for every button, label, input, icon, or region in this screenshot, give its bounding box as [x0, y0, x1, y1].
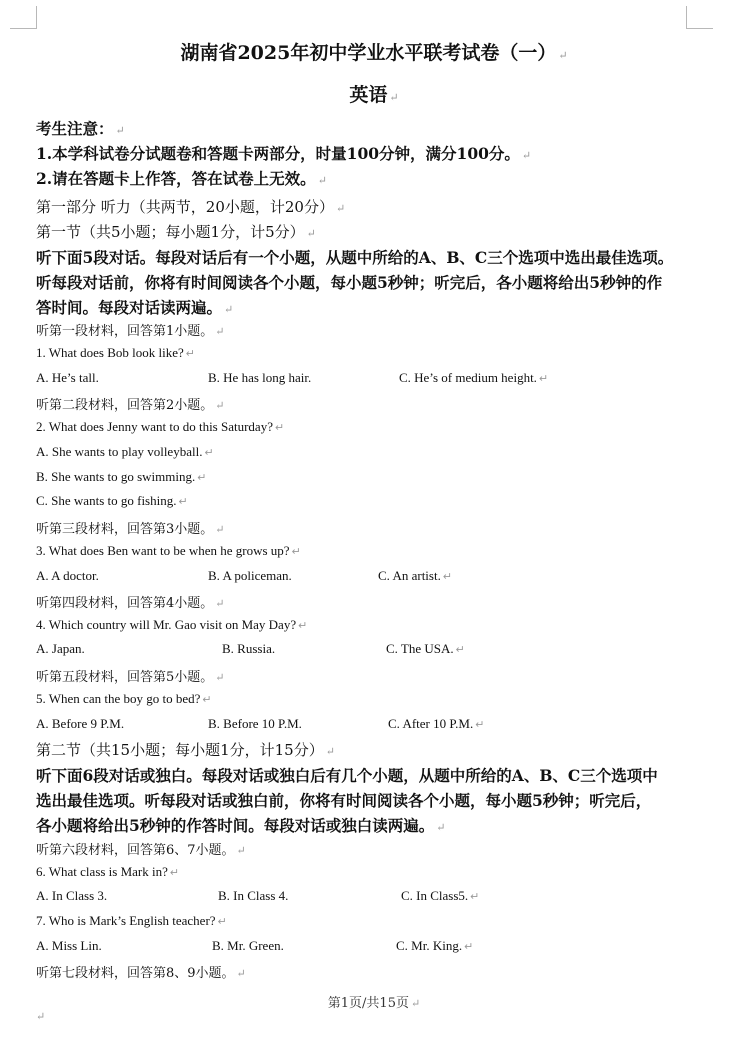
question-1-option-c: C. He’s of medium height. ↵: [399, 370, 549, 385]
question-3-option-b: B. A policeman.: [208, 568, 292, 583]
section1-instruction-line-2: 听每段对话前，你将有时间阅读各个小题，每小题5秒钟；听完后，各小题将给出5秒钟的作: [36, 273, 663, 292]
question-5-option-a: A. Before 9 P.M.: [36, 716, 125, 731]
notice-item-1: 1.本学科试卷分试题卷和答题卡两部分，时量100分钟，满分100分。 ↵: [36, 144, 532, 163]
question-4-option-a: A. Japan.: [36, 641, 85, 656]
question-1-option-b: B. He has long hair.: [208, 370, 312, 385]
question-3: 3. What does Ben want to be when he grows up? ↵: [36, 543, 301, 558]
question-6-option-c: C. In Class5. ↵: [401, 888, 480, 903]
question-4: 4. Which country will Mr. Gao visit on May Day? ↵: [36, 617, 308, 632]
question-6-option-b: B. In Class 4.: [218, 888, 289, 903]
section1-instruction-line-3: 答时间。每段对话读两遍。 ↵: [36, 298, 234, 317]
section2-instruction-line-1: 听下面6段对话或独白。每段对话或独白后有几个小题，从题中所给的A、B、C三个选项中: [36, 766, 658, 785]
question-2-option-c: C. She wants to go fishing. ↵: [36, 493, 188, 508]
question-7: 7. Who is Mark’s English teacher? ↵: [36, 913, 227, 928]
page-corner-mark-top-left: [10, 6, 37, 29]
section1-instruction-line-1: 听下面5段对话。每段对话后有一个小题，从题中所给的A、B、C三个选项中选出最佳选项。: [36, 248, 674, 267]
page-footer: 第1页/共15页 ↵: [327, 996, 421, 1011]
subject-title: 英语 ↵: [349, 84, 399, 106]
material-2-note: 听第二段材料，回答第2小题。 ↵: [36, 398, 225, 413]
question-2-option-b: B. She wants to go swimming. ↵: [36, 469, 207, 484]
material-6-note: 听第六段材料，回答第6、7小题。 ↵: [36, 843, 246, 858]
question-4-option-b: B. Russia.: [222, 641, 276, 656]
question-7-option-a: A. Miss Lin.: [36, 938, 102, 953]
question-5-option-b: B. Before 10 P.M.: [208, 716, 302, 731]
paragraph-mark: ↵: [36, 1010, 46, 1023]
notice-heading: 考生注意： ↵: [36, 119, 125, 138]
part1-title: 第一部分 听力（共两节，20小题，计20分） ↵: [36, 198, 346, 216]
question-3-option-c: C. An artist. ↵: [378, 568, 453, 583]
notice-item-2: 2.请在答题卡上作答，答在试卷上无效。 ↵: [36, 169, 327, 188]
section2-title: 第二节（共15小题；每小题1分，计15分） ↵: [36, 741, 335, 759]
question-1: 1. What does Bob look like? ↵: [36, 345, 196, 360]
question-6: 6. What class is Mark in? ↵: [36, 864, 180, 879]
question-2-option-a: A. She wants to play volleyball. ↵: [36, 444, 214, 459]
material-1-note: 听第一段材料，回答第1小题。 ↵: [36, 324, 225, 339]
material-5-note: 听第五段材料，回答第5小题。 ↵: [36, 670, 225, 685]
section1-title: 第一节（共5小题；每小题1分，计5分） ↵: [36, 223, 316, 241]
material-7-note: 听第七段材料，回答第8、9小题。 ↵: [36, 966, 246, 981]
question-2: 2. What does Jenny want to do this Saturday? ↵: [36, 419, 285, 434]
question-6-option-a: A. In Class 3.: [36, 888, 108, 903]
section2-instruction-line-2: 选出最佳选项。听每段对话或独白前，你将有时间阅读各个小题，每小题5秒钟；听完后，: [36, 791, 652, 810]
question-5: 5. When can the boy go to bed? ↵: [36, 691, 212, 706]
question-4-option-c: C. The USA. ↵: [386, 641, 465, 656]
section2-instruction-line-3: 各小题将给出5秒钟的作答时间。每段对话或独白读两遍。 ↵: [36, 816, 446, 835]
material-4-note: 听第四段材料，回答第4小题。 ↵: [36, 596, 225, 611]
question-7-option-b: B. Mr. Green.: [212, 938, 284, 953]
material-3-note: 听第三段材料，回答第3小题。 ↵: [36, 522, 225, 537]
page-corner-mark-top-right: [686, 6, 713, 29]
question-7-option-c: C. Mr. King. ↵: [396, 938, 474, 953]
exam-title: 湖南省2025年初中学业水平联考试卷（一） ↵: [180, 42, 568, 64]
question-3-option-a: A. A doctor.: [36, 568, 99, 583]
question-1-option-a: A. He’s tall.: [36, 370, 99, 385]
question-5-option-c: C. After 10 P.M. ↵: [388, 716, 485, 731]
